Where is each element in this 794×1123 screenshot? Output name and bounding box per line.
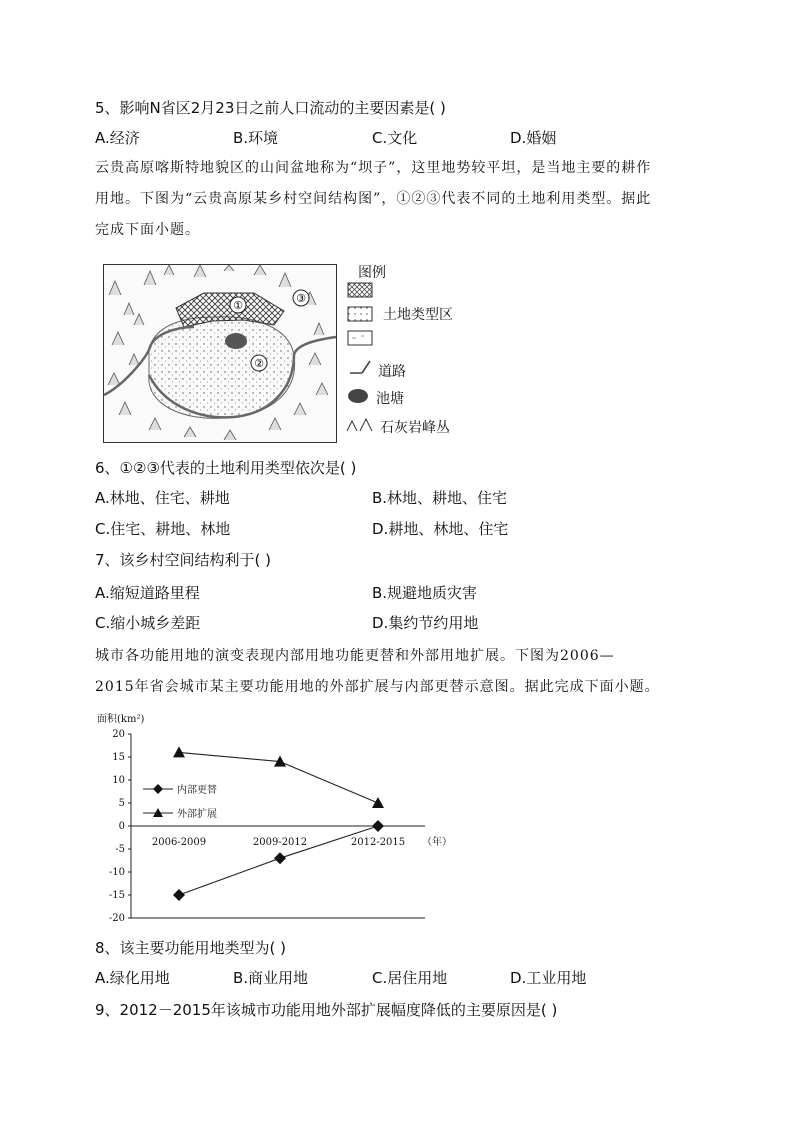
x-tick-label: 2009-2012 xyxy=(252,837,308,848)
legend-title: 图例 xyxy=(358,265,386,281)
data-point-triangle xyxy=(372,797,384,808)
q7-option-d: D.集约节约用地 xyxy=(372,614,479,632)
q8-option-d: D.工业用地 xyxy=(510,969,587,987)
q5-option-d: D.婚姻 xyxy=(510,129,557,147)
q8-option-c: C.居住用地 xyxy=(372,969,448,987)
x-axis-unit: （年） xyxy=(422,837,452,848)
y-tick-label: -20 xyxy=(108,913,125,924)
q5-stem: 5、影响N省区2月23日之前人口流动的主要因素是( ) xyxy=(95,99,446,117)
y-tick-label: 20 xyxy=(112,729,125,740)
q5-option-b: B.环境 xyxy=(233,129,279,147)
q6-option-a: A.林地、住宅、耕地 xyxy=(95,489,230,507)
q8-option-b: B.商业用地 xyxy=(233,969,309,987)
legend-pond: 池塘 xyxy=(376,391,404,407)
legend-road: 道路 xyxy=(378,364,406,380)
legend-road-icon xyxy=(348,357,374,375)
q7-option-c: C.缩小城乡差距 xyxy=(95,614,201,632)
q6-option-d: D.耕地、林地、住宅 xyxy=(372,520,509,538)
q7-option-a: A.缩短道路里程 xyxy=(95,584,200,602)
y-tick-label: -5 xyxy=(115,844,125,855)
data-point-diamond xyxy=(173,889,185,901)
legend-land-type: 土地类型区 xyxy=(383,307,453,323)
legend-label: 外部扩展 xyxy=(177,809,217,820)
q9-stem: 9、2012－2015年该城市功能用地外部扩展幅度降低的主要原因是( ) xyxy=(95,1001,558,1019)
q5-option-c: C.文化 xyxy=(372,129,418,147)
q5-option-a: A.经济 xyxy=(95,129,140,147)
intro1-line-3: 完成下面小题。 xyxy=(95,222,200,238)
y-tick-label: 15 xyxy=(112,752,125,763)
y-tick-label: -15 xyxy=(108,890,125,901)
pond xyxy=(225,333,247,349)
intro1-line-2: 用地。下图为“云贵高原某乡村空间结构图”，①②③代表不同的土地利用类型。据此 xyxy=(95,191,652,207)
intro2-line-2: 2015年省会城市某主要功能用地的外部扩展与内部更替示意图。据此完成下面小题。 xyxy=(95,679,660,695)
village-structure-map xyxy=(103,264,337,443)
map-drawing xyxy=(104,265,336,442)
legend-dot-swatch xyxy=(348,307,372,321)
data-point-triangle xyxy=(173,746,185,757)
x-tick-label: 2012-2015 xyxy=(350,837,406,848)
y-tick-label: 10 xyxy=(112,775,125,786)
q6-stem: 6、①②③代表的土地利用类型依次是( ) xyxy=(95,459,357,477)
y-axis-label: 面积(km²) xyxy=(97,714,145,725)
legend-swatches xyxy=(347,282,377,350)
intro2-line-1: 城市各功能用地的演变表现内部用地功能更替和外部用地扩展。下图为2006— xyxy=(95,648,615,664)
legend-peaks: 石灰岩峰丛 xyxy=(380,420,450,436)
q6-option-b: B.林地、耕地、住宅 xyxy=(372,489,508,507)
land-use-chart xyxy=(95,708,452,928)
data-point-diamond xyxy=(372,820,384,832)
q7-stem: 7、该乡村空间结构利于( ) xyxy=(95,551,272,569)
y-tick-label: -10 xyxy=(108,867,125,878)
x-tick-label: 2006-2009 xyxy=(151,837,207,848)
legend-label: 内部更替 xyxy=(177,785,217,796)
y-tick-label: 5 xyxy=(118,798,125,809)
legend-blank-swatch xyxy=(348,331,372,345)
legend-hatch-swatch xyxy=(348,283,372,297)
q7-option-b: B.规避地质灾害 xyxy=(372,584,478,602)
map-label-3: ③ xyxy=(296,292,306,305)
data-point-diamond xyxy=(274,852,286,864)
intro1-line-1: 云贵高原喀斯特地貌区的山间盆地称为“坝子”，这里地势较平坦，是当地主要的耕作 xyxy=(95,160,652,176)
map-label-1: ① xyxy=(233,299,243,312)
q6-option-c: C.住宅、耕地、林地 xyxy=(95,520,231,538)
q8-stem: 8、该主要功能用地类型为( ) xyxy=(95,939,287,957)
q8-option-a: A.绿化用地 xyxy=(95,969,170,987)
legend-diamond-icon xyxy=(153,784,163,794)
y-tick-label: 0 xyxy=(118,821,125,832)
legend-peak-icon xyxy=(346,417,376,433)
map-label-2: ② xyxy=(254,357,264,370)
legend-pond-icon xyxy=(346,387,372,405)
